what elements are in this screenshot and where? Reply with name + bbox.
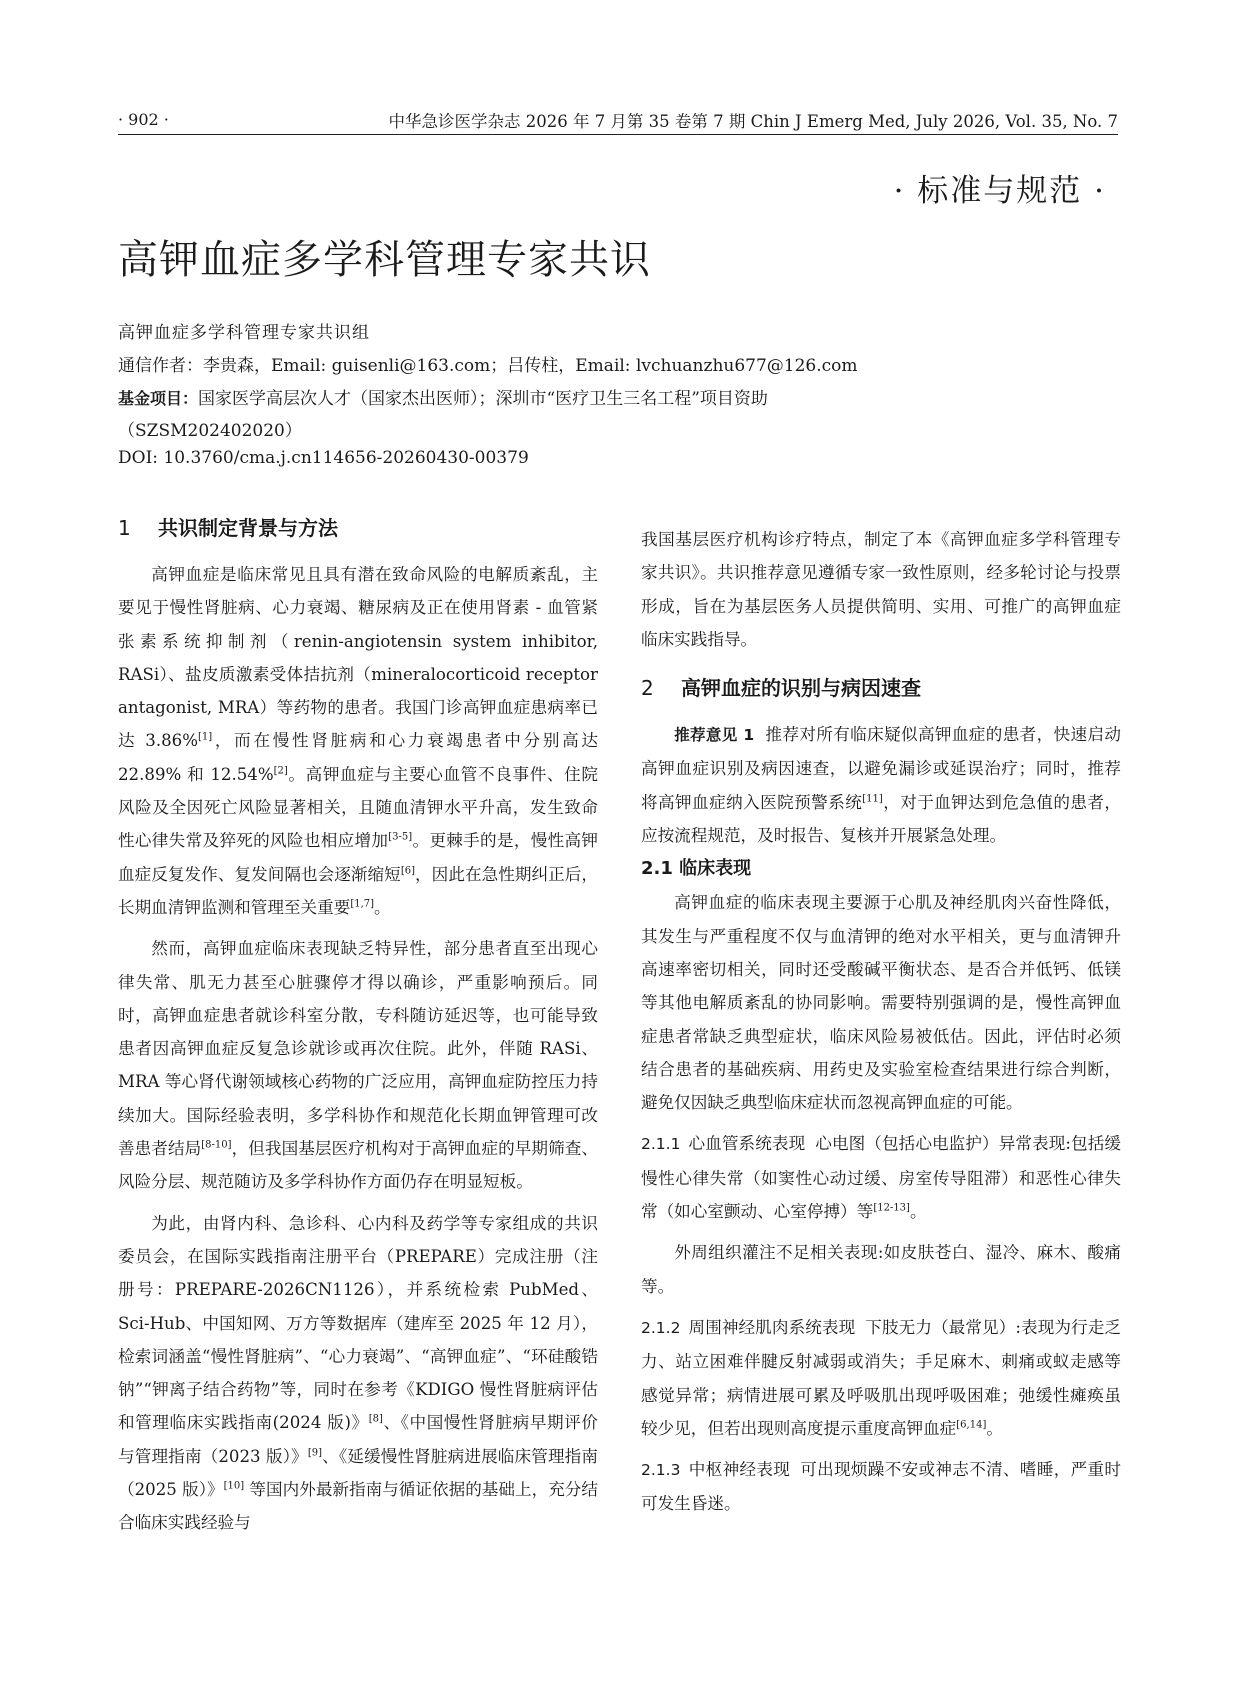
funding-code: （SZSM202402020） <box>118 421 302 441</box>
subsection-number: 2.1.3 <box>641 1461 681 1480</box>
header-rule <box>118 134 1118 135</box>
text: 。 <box>909 1202 927 1222</box>
text: 等国内外最新指南与循证依据的基础上，充分结合临床实践经验与 <box>118 1480 598 1533</box>
subsection-title: 心血管系统表现 <box>688 1134 806 1154</box>
right-column <box>641 523 1121 1521</box>
funding <box>118 384 768 409</box>
paragraph: 高钾血症的临床表现主要源于心肌及神经肌肉兴奋性降低，其发生与严重程度不仅与血清钾的绝对水平相关，更与血清钾升高速率密切相关，同时还受酸碱平衡状态、是否合并低钙、低镁等其他电解质紊乱的协同影响。需要特别强调的是，慢性高钾血症患者常缺乏典型症状，临床风险易被低估。因此，评估时必须结合患者的基础疾病、用药史及实验室检查结果进行综合判断，避免仅因缺乏典型临床症状而忽视高钾血症的可能。 <box>641 893 1121 1113</box>
text: ，但我国基层医疗机构对于高钾血症的早期筛查、风险分层、规范随访及多学科协作方面仍存在明显短板。 <box>118 1139 598 1192</box>
text: ，因此在急性期纠正后，长期血清钾监测和管理至关重要 <box>118 864 599 917</box>
text: 心电图（包括心电监护）异常表现:包括缓慢性心律失常（如窦性心动过缓、房室传导阻滞）和恶性心律失常（如心室颤动、心室停搏）等 <box>641 1134 1122 1222</box>
text: ，而在慢性肾脏病和心力衰竭患者中分别高达 22.89% 和 12.54% <box>118 731 598 784</box>
section-1-number: 1 <box>118 516 131 540</box>
citation: [6,14] <box>956 1419 987 1431</box>
citation: [10] <box>223 1480 245 1492</box>
citation: [11] <box>862 793 883 805</box>
corresponding-authors: 通信作者：李贵森，Email: guisenli@163.com；吕传柱，Email: lvchuanzhu677@126.com <box>118 356 858 376</box>
citation: [1] <box>197 731 213 743</box>
text: 。 <box>986 1418 1003 1438</box>
text: 为此，由肾内科、急诊科、心内科及药学等专家组成的共识委员会，在国际实践指南注册平台（PREPARE）完成注册（注册号：PREPARE-2026CN1126），并系统检索 PubMed、Sci-Hub、中国知网、万方等数据库（建库至 2025 年 12 月），检索词涵盖“慢性肾脏病”、“心力衰竭”、“高钾血症”、“环硅酸锆钠”“钾离子结合药物”等，同时在参考《KDIGO 慢性肾脏病评估和管理临床实践指南(2024 版)》 <box>118 1213 598 1433</box>
funding-text: 国家医学高层次人才（国家杰出医师）；深圳市“医疗卫生三名工程”项目资助 <box>198 389 768 409</box>
text: 然而，高钾血症临床表现缺乏特异性，部分患者直至出现心律失常、肌无力甚至心脏骤停才得以确诊，严重影响预后。同时，高钾血症患者就诊科室分散，专科随访延迟等，也可能导致患者因高钾血症反复急诊就诊或再次住院。此外，伴随 RASi、MRA 等心肾代谢领域核心药物的广泛应用，高钾血症防控压力持续加大。国际经验表明，多学科协作和规范化长期血钾管理可改善患者结局 <box>118 939 598 1159</box>
recommendation-label: 推荐意见 1 <box>674 726 755 745</box>
citation: [3-5] <box>388 831 413 843</box>
section-2-heading <box>641 668 1121 708</box>
text: 高钾血症是临床常见且具有潜在致命风险的电解质紊乱，主要见于慢性肾脏病、心力衰竭、糖尿病及正在使用肾素 - 血管紧张素系统抑制剂（renin-angiotensin system inhibitor, RASi）、盐皮质激素受体拮抗剂（mineralocorticoid receptor antagonist, MRA）等药物的患者。我国门诊高钾血症患病率已达 3.86% <box>118 565 598 751</box>
citation: [8] <box>368 1413 383 1425</box>
section-1-title: 共识制定背景与方法 <box>158 516 338 540</box>
section-tag: · 标准与规范 · <box>893 173 1106 209</box>
citation: [8-10] <box>201 1139 232 1151</box>
paragraph <box>118 932 598 1198</box>
citation: [12-13] <box>873 1202 910 1214</box>
text: ，对于血钾达到危急值的患者，应按流程规范，及时报告、复核并开展紧急处理。 <box>641 792 1122 846</box>
text: 可出现烦躁不安或神志不清、嗜睡，严重时可发生昏迷。 <box>641 1460 1122 1514</box>
section-2-number: 2 <box>641 676 654 701</box>
subsection-number: 2.1.2 <box>641 1318 681 1337</box>
text: 。更棘手的是，慢性高钾血症反复发作、复发间隔也会逐渐缩短 <box>118 831 599 884</box>
text: 推荐对所有临床疑似高钾血症的患者，快速启动高钾血症识别及病因速查，以避免漏诊或延误治疗；同时，推荐将高钾血症纳入医院预警系统 <box>641 725 1121 812</box>
section-2-title: 高钾血症的识别与病因速查 <box>681 676 921 701</box>
subsection-2-1-1 <box>641 1127 1121 1228</box>
paragraph <box>118 558 598 924</box>
citation: [9] <box>307 1447 323 1459</box>
recommendation-1 <box>641 718 1121 852</box>
author-group: 高钾血症多学科管理专家共识组 <box>118 323 370 343</box>
doi: DOI: 10.3760/cma.j.cn114656-20260430-00379 <box>118 448 529 468</box>
left-column <box>118 508 598 1540</box>
paragraph-continued: 我国基层医疗机构诊疗特点，制定了本《高钾血症多学科管理专家共识》。共识推荐意见遵循专家一致性原则，经多轮讨论与投票形成，旨在为基层医务人员提供简明、实用、可推广的高钾血症临床实践指导。 <box>641 530 1121 649</box>
article-title: 高钾血症多学科管理专家共识 <box>118 237 651 283</box>
subsection-number: 2.1.1 <box>641 1135 681 1154</box>
paragraph: 外周组织灌注不足相关表现:如皮肤苍白、湿冷、麻木、酸痛等。 <box>641 1243 1121 1296</box>
page-number: · 902 · <box>118 110 169 129</box>
subsection-2-1-2 <box>641 1311 1121 1445</box>
subsection-2-1-3 <box>641 1453 1121 1521</box>
journal-running-header: 中华急诊医学杂志 2026 年 7 月第 35 卷第 7 期 Chin J Emerg Med, July 2026, Vol. 35, No. 7 <box>388 112 1118 131</box>
text: 。 <box>374 897 391 917</box>
subsection-title: 周围神经肌肉系统表现 <box>688 1317 856 1337</box>
citation: [6] <box>400 865 415 877</box>
funding-label: 基金项目： <box>118 389 199 408</box>
text: 、《延缓慢性肾脏病进展临床管理指南（2025 版）》 <box>118 1446 598 1500</box>
citation: [2] <box>273 765 288 777</box>
subsection-title: 中枢神经表现 <box>688 1460 791 1480</box>
subsection-2-1-heading: 2.1 临床表现 <box>641 858 752 880</box>
text: 下肢无力（最常见）:表现为行走乏力、站立困难伴腱反射减弱或消失；手足麻木、刺痛或蚁走感等感觉异常；病情进展可累及呼吸肌出现呼吸困难；弛缓性瘫痪虽较少见，但若出现则高度提示重度高钾血症 <box>641 1317 1122 1438</box>
text: 。高钾血症与主要心血管不良事件、住院风险及全因死亡风险显著相关，且随血清钾水平升高，发生致命性心律失常及猝死的风险也相应增加 <box>118 764 598 851</box>
text: 、《中国慢性肾脏病早期评价与管理指南（2023 版）》 <box>118 1413 599 1466</box>
paragraph <box>118 1207 598 1540</box>
citation: [1,7] <box>350 898 375 910</box>
section-1-heading <box>118 508 598 548</box>
